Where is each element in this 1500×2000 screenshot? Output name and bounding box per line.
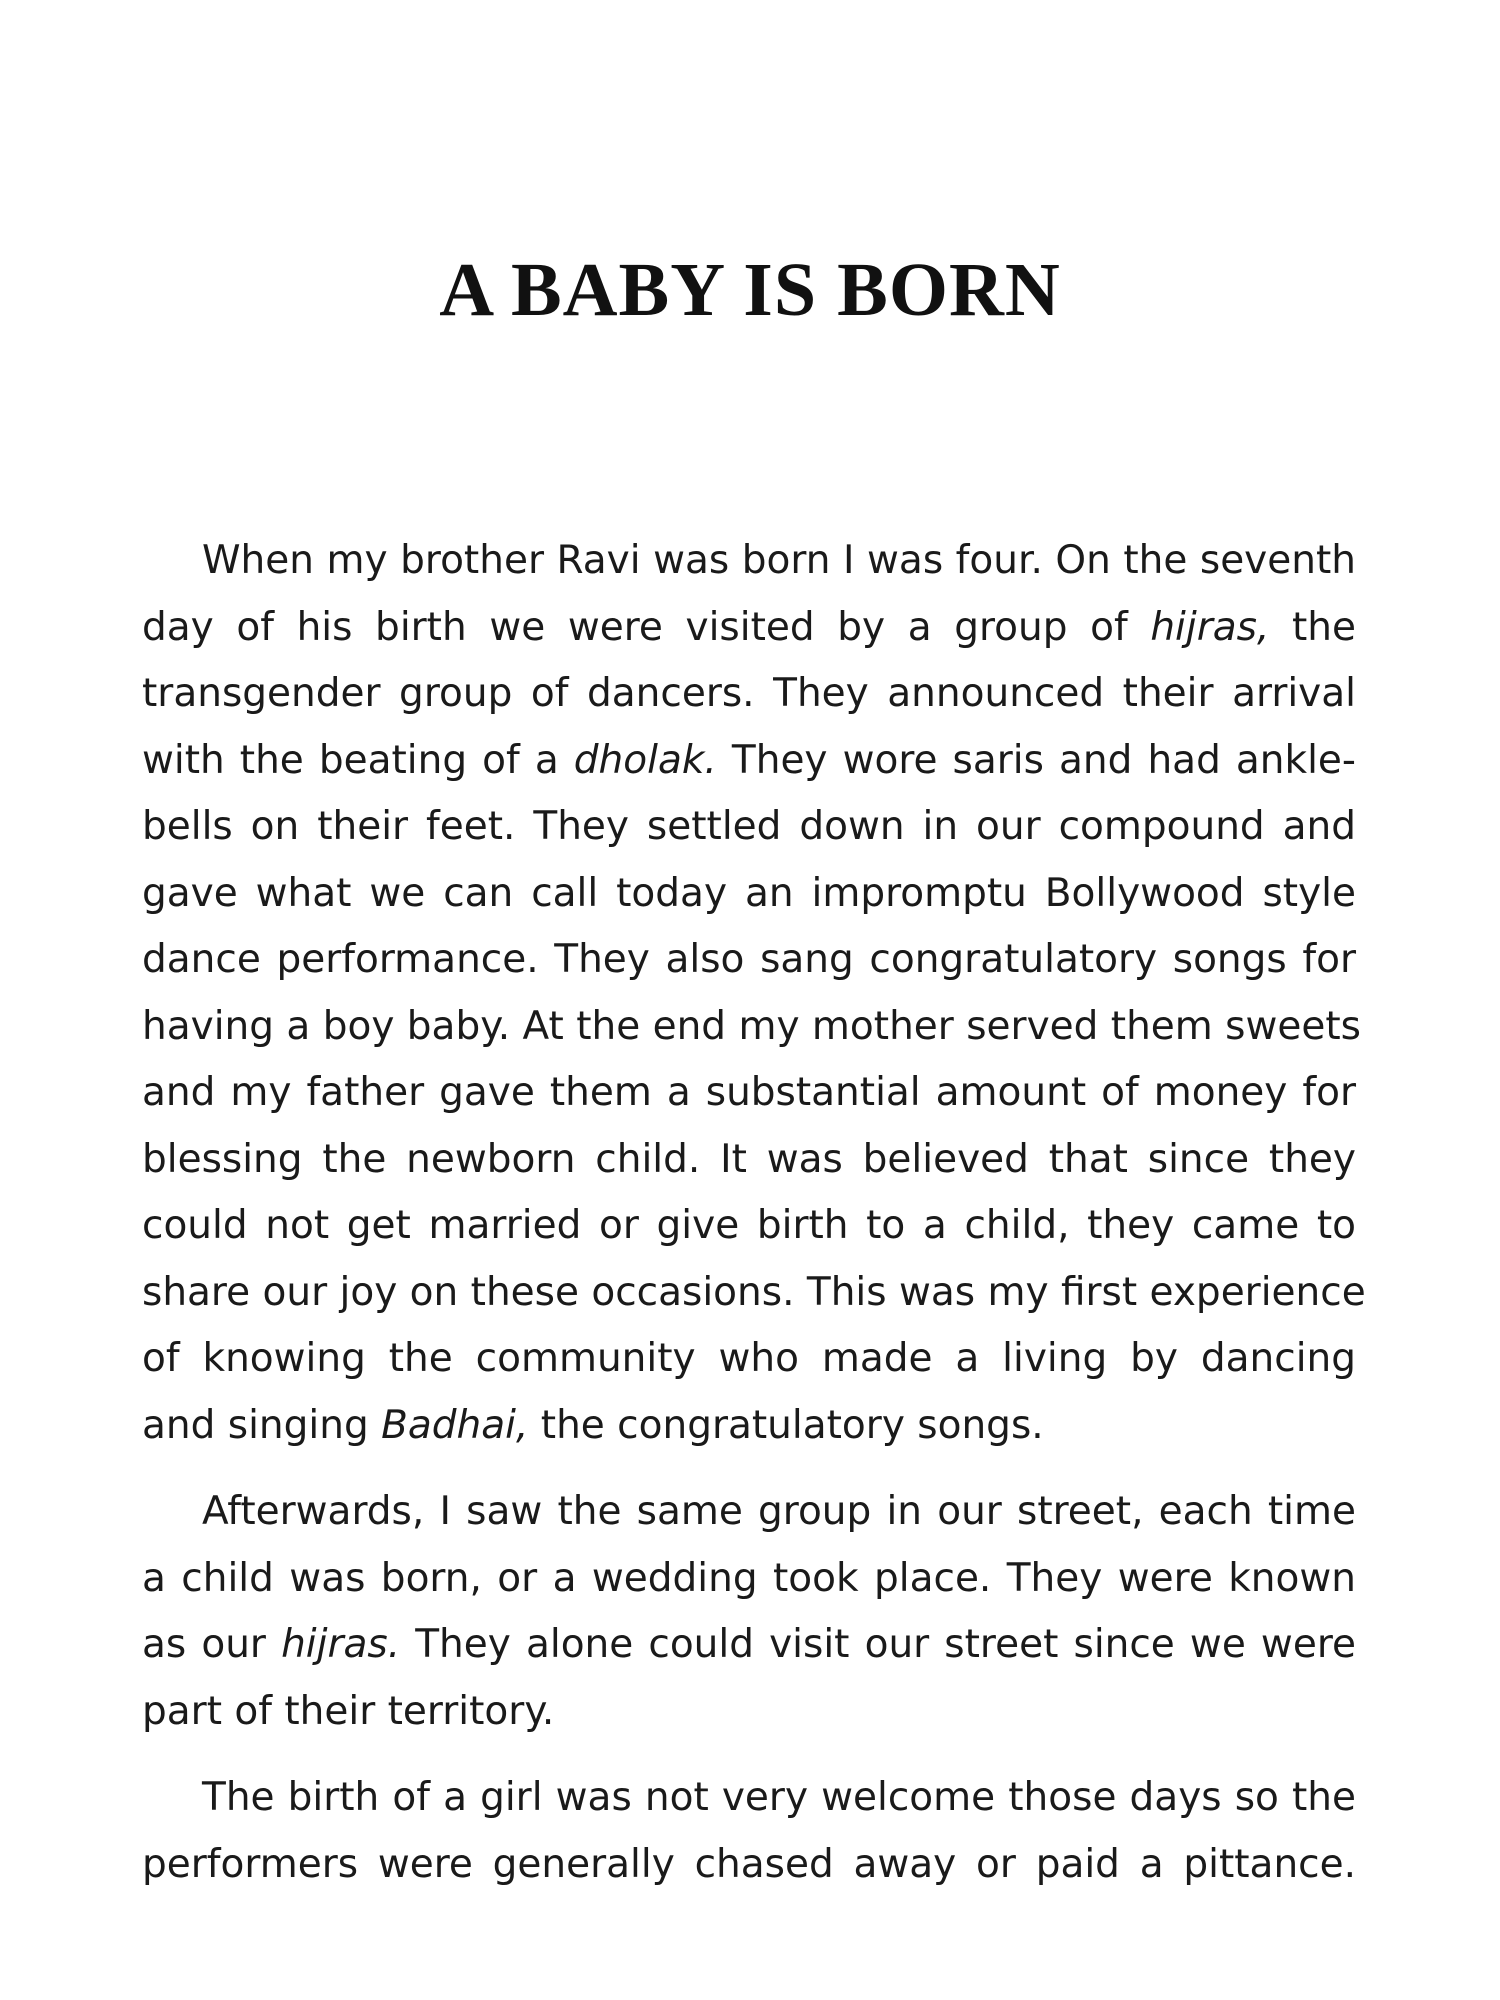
text-line	[142, 1679, 1356, 1746]
text-line	[142, 1326, 1356, 1393]
text-line	[142, 728, 1356, 795]
text-run: transgender group of dancers. They announced their arrival	[142, 671, 1356, 716]
text-run: and my father gave them a substantial amount of money for	[142, 1070, 1356, 1115]
text-line	[142, 528, 1356, 595]
text-line	[142, 595, 1356, 662]
text-line	[142, 1612, 1356, 1679]
text-run: When my brother Ravi was born I was four. On the seventh	[202, 538, 1356, 583]
text-run: The birth of a girl was not very welcome those days so the	[202, 1775, 1356, 1820]
text-run: share our joy on these occasions. This was my first experience	[142, 1269, 1366, 1315]
text-run: day of his birth we were visited by a group of	[142, 604, 1151, 650]
text-line	[142, 1832, 1356, 1899]
text-run: part of their territory.	[142, 1688, 555, 1734]
text-line	[142, 794, 1356, 861]
text-run: bells on their feet. They settled down in our compound and	[142, 804, 1356, 849]
text-run: They alone could visit our street since we were	[400, 1622, 1356, 1667]
paragraph	[142, 1479, 1356, 1745]
text-line	[142, 994, 1361, 1061]
text-run: gave what we can call today an impromptu Bollywood style	[142, 870, 1356, 916]
text-line	[142, 1127, 1356, 1194]
text-run: dance performance. They also sang congratulatory songs for	[142, 937, 1356, 982]
italic-term: Badhai,	[381, 1402, 529, 1448]
chapter-title: A BABY IS BORN	[439, 248, 1061, 332]
chapter-body	[142, 528, 1366, 1898]
text-line	[142, 1765, 1356, 1832]
italic-term: hijras,	[1150, 604, 1270, 650]
italic-term: hijras.	[281, 1622, 401, 1667]
text-line	[142, 1546, 1356, 1613]
italic-term: dholak.	[573, 737, 717, 783]
text-run: Afterwards, I saw the same group in our street, each time	[202, 1489, 1356, 1534]
text-run: They wore saris and had ankle-	[716, 737, 1356, 783]
text-run: the congratulatory songs.	[528, 1402, 1044, 1448]
text-run: and singing	[142, 1402, 382, 1448]
text-line	[142, 1060, 1356, 1127]
text-line	[142, 1193, 1356, 1260]
text-run: having a boy baby. At the end my mother served them sweets	[142, 1003, 1361, 1049]
text-run: with the beating of a	[142, 737, 574, 783]
text-line	[142, 661, 1356, 728]
text-line	[142, 1393, 1356, 1460]
paragraph	[142, 528, 1366, 1459]
text-run: of knowing the community who made a living by dancing	[142, 1336, 1356, 1381]
text-run: a child was born, or a wedding took place. They were known	[142, 1555, 1356, 1601]
text-run: could not get married or give birth to a child, they came to	[142, 1203, 1356, 1248]
text-run: performers were generally chased away or paid a pittance.	[142, 1841, 1356, 1887]
text-run: as our	[142, 1622, 282, 1667]
text-line	[142, 1479, 1356, 1546]
text-run: the	[1269, 604, 1356, 650]
paragraph	[142, 1765, 1356, 1898]
text-line	[142, 927, 1356, 994]
text-line	[142, 861, 1356, 928]
text-line	[142, 1260, 1366, 1327]
text-run: blessing the newborn child. It was believed that since they	[142, 1136, 1356, 1182]
